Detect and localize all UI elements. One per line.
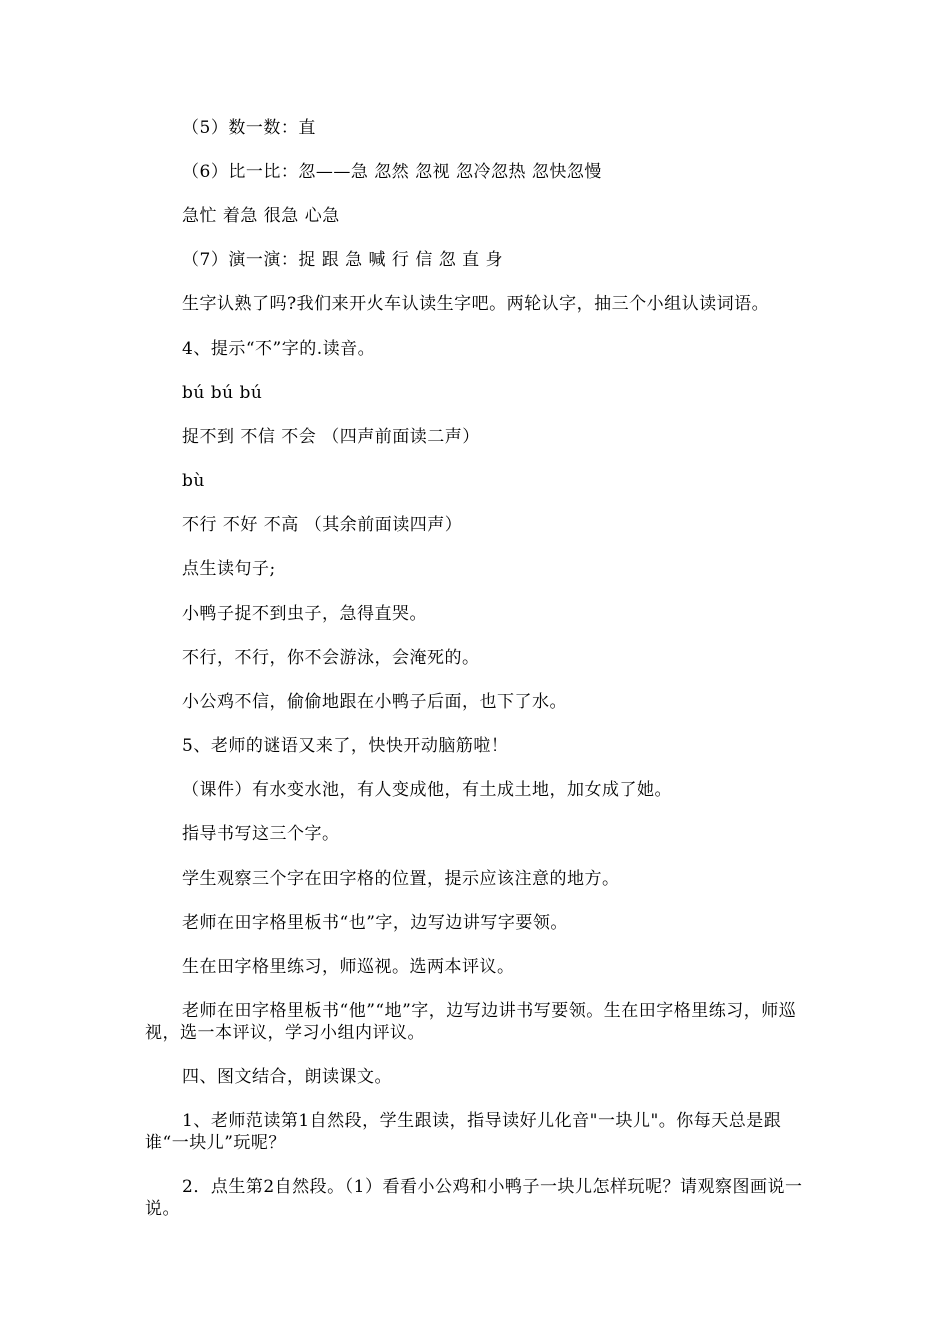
text-line: 小鸭子捉不到虫子，急得直哭。 xyxy=(182,604,427,624)
text-line: 捉不到 不信 不会 （四声前面读二声） xyxy=(182,427,480,447)
text-line: bú bú bú xyxy=(182,383,263,403)
text-line: （7）演一演：捉 跟 急 喊 行 信 忽 直 身 xyxy=(182,250,504,270)
text-line: 小公鸡不信，偷偷地跟在小鸭子后面，也下了水。 xyxy=(182,692,567,712)
text-line: （6）比一比：忽——急 忽然 忽视 忽冷忽热 忽快忽慢 xyxy=(182,162,602,182)
text-line: 生字认熟了吗?我们来开火车认读生字吧。两轮认字，抽三个小组认读词语。 xyxy=(182,294,770,314)
paragraph: 1、老师范读第1自然段，学生跟读，指导读好儿化音"一块儿"。你每天总是跟谁“一块儿”玩呢？ xyxy=(145,1111,782,1153)
text-line: bù xyxy=(182,471,205,491)
text-line: 4、提示“不”字的.读音。 xyxy=(182,339,376,359)
text-line: （课件）有水变水池，有人变成他，有土成土地，加女成了她。 xyxy=(182,780,672,800)
text-line: 点生读句子; xyxy=(182,559,276,579)
text-line: 不行 不好 不高 （其余前面读四声） xyxy=(182,515,463,535)
text-line: 不行，不行，你不会游泳，会淹死的。 xyxy=(182,648,480,668)
section-heading: 四、图文结合，朗读课文。 xyxy=(182,1067,392,1087)
text-line: 急忙 着急 很急 心急 xyxy=(182,206,340,226)
paragraph: 2．点生第2自然段。（1）看看小公鸡和小鸭子一块儿怎样玩呢？请观察图画说一说。 xyxy=(145,1177,803,1219)
text-line: 生在田字格里练习，师巡视。选两本评议。 xyxy=(182,957,515,977)
text-line: 指导书写这三个字。 xyxy=(182,824,340,844)
paragraph: 老师在田字格里板书“他”“地”字，边写边讲书写要领。生在田字格里练习，师巡视，选一本评议，学习小组内评议。 xyxy=(145,1001,797,1043)
text-line: （5）数一数：直 xyxy=(182,118,316,138)
text-line: 老师在田字格里板书“也”字，边写边讲写字要领。 xyxy=(182,913,568,933)
text-line: 学生观察三个字在田字格的位置，提示应该注意的地方。 xyxy=(182,869,620,889)
text-line: 5、老师的谜语又来了，快快开动脑筋啦！ xyxy=(182,736,509,756)
